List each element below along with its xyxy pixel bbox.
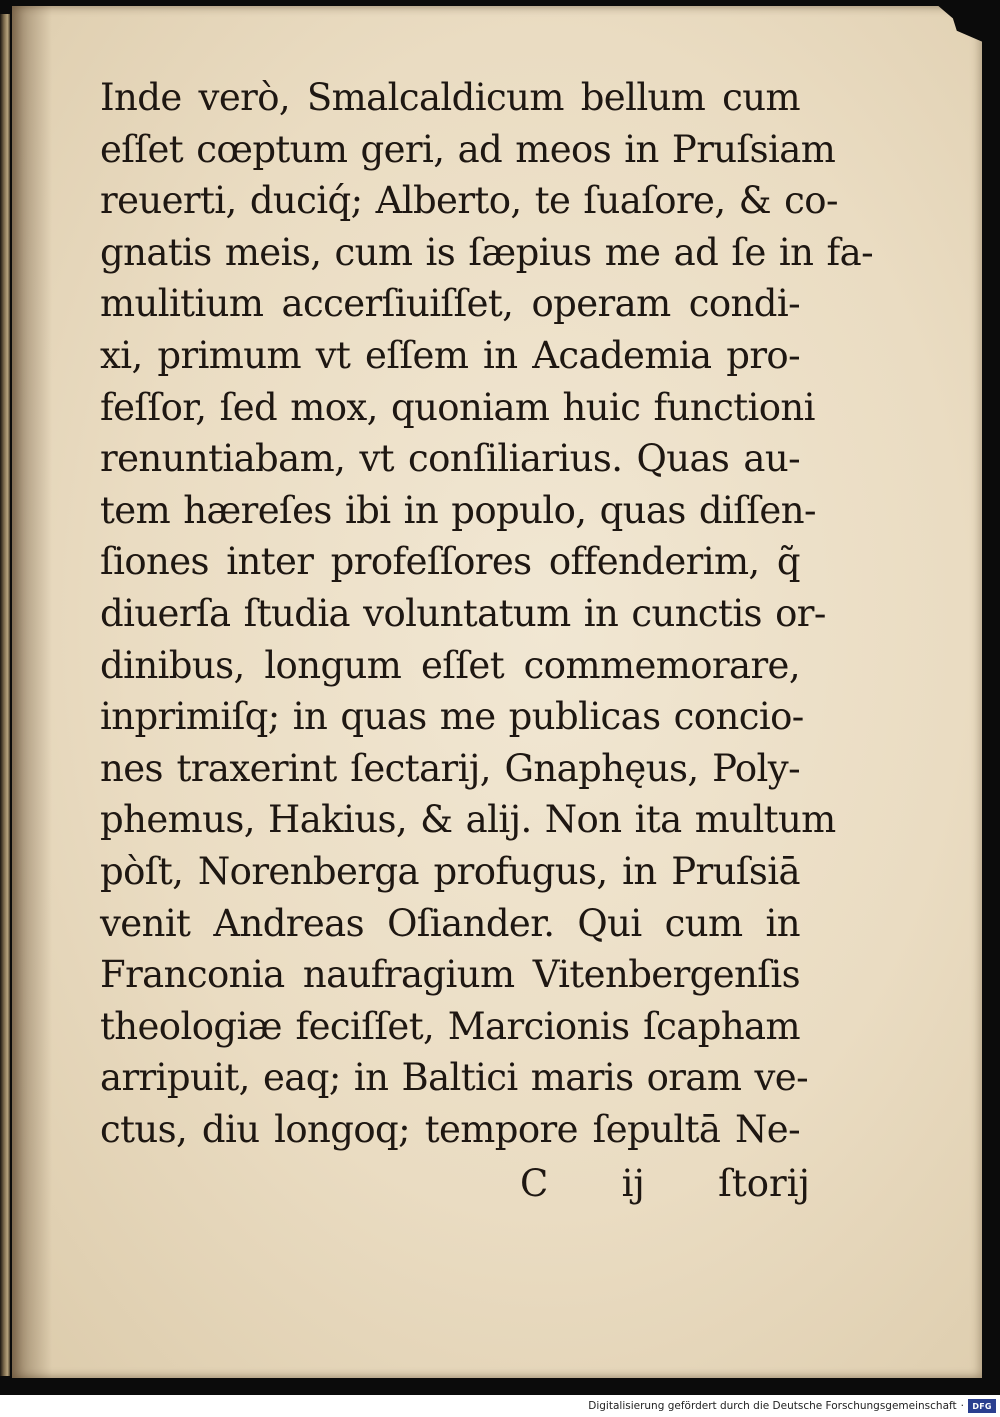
text-line: mulitium accerſiuiſſet, operam condi-	[100, 282, 800, 326]
text-line: tem hæreſes ibi in populo, quas diſſen-	[100, 488, 816, 532]
text-line: theologiæ feciſſet, Marcionis ſcapham	[100, 1004, 800, 1048]
text-line: pòſt, Norenberga profugus, in Pruſsiā	[100, 849, 800, 893]
text-line: renuntiabam, vt conſiliarius. Quas au-	[100, 437, 800, 481]
text-line: dinibus, longum eſſet commemorare,	[100, 643, 800, 687]
body-text	[100, 72, 873, 1155]
text-line: venit Andreas Oſiander. Qui cum in	[100, 901, 800, 945]
text-line: arripuit, eaq; in Baltici maris oram ve-	[100, 1056, 808, 1100]
text-line: xi, primum vt eſſem in Academia pro-	[100, 333, 800, 377]
text-line: feſſor, ſed mox, quoniam huic functioni	[100, 385, 815, 429]
text-line: gnatis meis, cum is ſæpius me ad ſe in fa-	[100, 230, 873, 274]
text-line: eſſet cœptum geri, ad meos in Pruſsiam	[100, 127, 836, 171]
catchword: ſtorij	[718, 1162, 810, 1205]
footer-text: Digitalisierung gefördert durch die Deutsche Forschungsgemeinschaft	[588, 1400, 957, 1412]
dfg-logo-icon	[968, 1399, 996, 1413]
text-line: nes traxerint ſectarij, Gnaphęus, Poly-	[100, 746, 800, 790]
dfg-logo-label: DFG	[972, 1401, 992, 1411]
text-line: phemus, Hakius, & alij. Non ita multum	[100, 798, 836, 842]
text-line: reuerti, duciq́; Alberto, te ſuaſore, & co-	[100, 179, 838, 223]
text-line: ſiones inter profeſſores offenderim, q̃	[100, 540, 800, 584]
footer-credit	[588, 1397, 1000, 1415]
text-line: ctus, diu longoq; tempore ſepultā Ne-	[100, 1107, 800, 1151]
text-line: Franconia naufragium Vitenbergenſis	[100, 953, 800, 997]
previous-page-edge	[0, 14, 10, 1376]
gutter-shadow	[12, 6, 52, 1378]
signature-mark: C	[520, 1162, 549, 1205]
text-line: Inde verò, Smalcaldicum bellum cum	[100, 76, 800, 119]
signature-number: ij	[621, 1162, 645, 1205]
text-line: diuerſa ſtudia voluntatum in cunctis or-	[100, 591, 826, 635]
text-line: inprimiſq; in quas me publicas concio-	[100, 695, 804, 739]
footer-separator: ·	[960, 1400, 964, 1412]
signature-line	[520, 1158, 810, 1210]
